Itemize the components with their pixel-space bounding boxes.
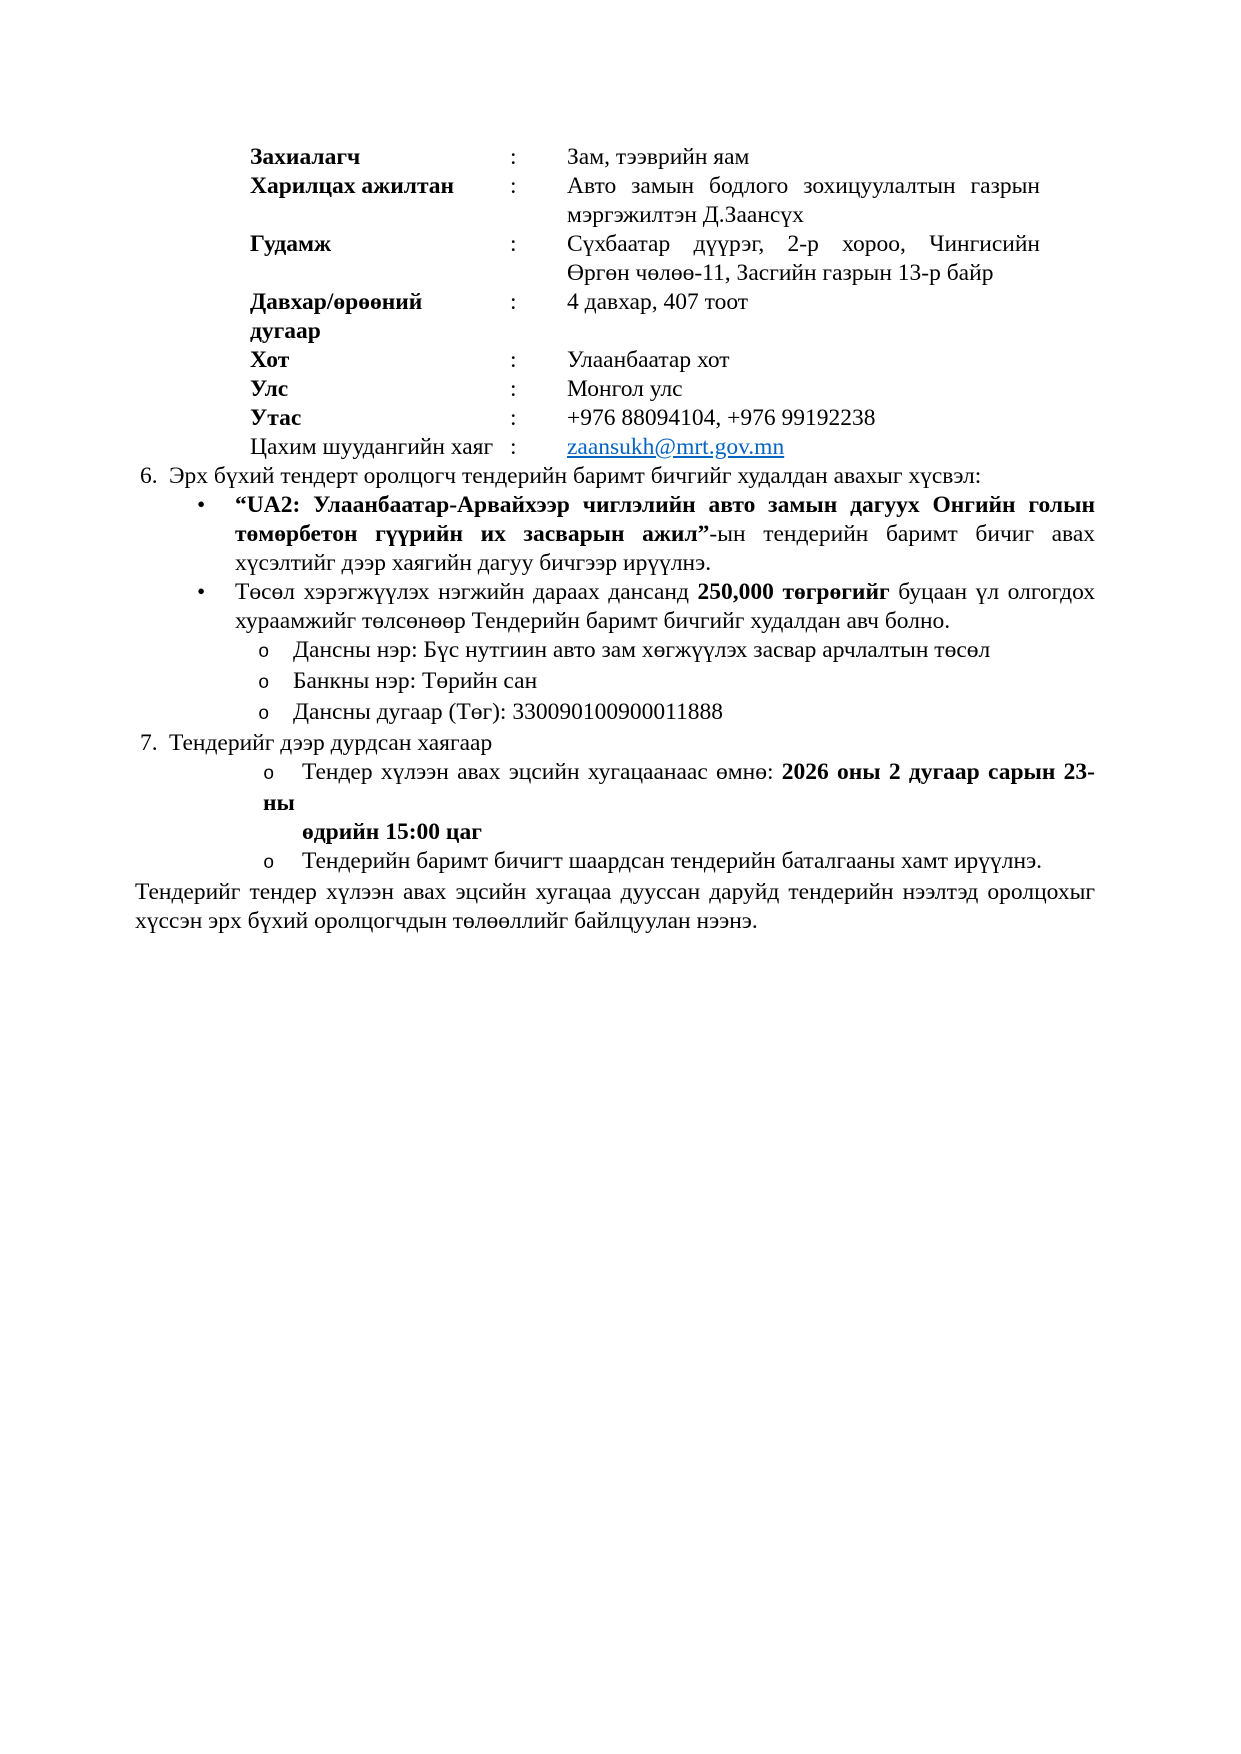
circle-bullet-icon: o	[258, 672, 270, 694]
circle-bullet-icon: o	[258, 703, 270, 725]
bullet-text: Төсөл хэрэгжүүлэх нэгжийн дараах дансанд	[235, 579, 698, 605]
colon-separator: :	[510, 289, 517, 315]
bullet-text: хүсэлтийг дээр хаягийн дагуу бичгээр ирүүлнэ.	[235, 550, 712, 576]
sub-bullet-text: Тендерийн баримт бичигт шаардсан тендерийн баталгааны хамт ирүүлнэ.	[302, 848, 1043, 874]
bullet-line	[197, 491, 1095, 520]
item-text: Эрх бүхий тендерт оролцогч тендерийн баримт бичгийг худалдан авахыг хүсвэл:	[169, 463, 982, 489]
contact-value: Зам, тээврийн яам	[567, 144, 750, 170]
list-item-6-heading	[135, 462, 1095, 491]
colon-separator: :	[510, 405, 517, 431]
sub-bullet-text: Тендер хүлээн авах эцсийн хугацаанаас өмнө:	[302, 759, 782, 785]
list-item-7-heading	[135, 729, 1095, 758]
contact-label: Утас	[250, 405, 302, 431]
list-item-6	[135, 462, 1095, 491]
bullet-item-project-name	[197, 491, 1095, 578]
contact-row-country	[250, 375, 1040, 404]
contact-label-line: дугаар	[250, 318, 321, 344]
bullet-text: -ын тендерийн баримт бичиг авах	[709, 521, 1096, 547]
sub-bullet-text-bold: 2026 оны 2 дугаар сарын 23-ны	[263, 759, 1095, 816]
sub-bullet-text-bold: өдрийн 15:00 цаг	[302, 819, 482, 845]
bullet-item-fee	[197, 578, 1095, 636]
contact-value: Улаанбаатар хот	[567, 347, 730, 373]
sub-bullet-account-name	[258, 636, 1095, 667]
sub-bullet-guarantee	[263, 847, 1095, 878]
sub-bullet-text: Дансны нэр: Бүс нутгиин авто зам хөгжүүлэх засвар арчлалтын төсөл	[293, 637, 991, 663]
bullet-text: буцаан үл олгогдох	[889, 579, 1095, 605]
contact-label-line: Давхар/өрөөний	[250, 289, 423, 315]
email-link[interactable]: zaansukh@mrt.gov.mn	[567, 434, 785, 460]
sub-bullet-text: Дансны дугаар (Төг): 330090100900011888	[293, 699, 723, 725]
closing-paragraph-line: Тендерийг тендер хүлээн авах эцсийн хугацаа дууссан даруйд тендерийн нээлтэд оролцохыг	[135, 879, 1095, 905]
bullet-icon: •	[197, 579, 206, 605]
colon-separator: :	[510, 173, 517, 199]
contact-value-line: Сүхбаатар дүүрэг, 2-р хороо, Чингисийн	[567, 231, 1040, 257]
colon-separator: :	[510, 231, 517, 257]
bullet-line	[197, 607, 1095, 636]
contact-value-line: Авто замын бодлого зохицуулалтын газрын	[567, 173, 1040, 199]
contact-value	[567, 172, 1040, 230]
colon-separator: :	[510, 144, 517, 170]
bullet-text-bold: 250,000 төгрөгийг	[697, 579, 890, 605]
contact-label: Цахим шуудангийн хаяг	[250, 434, 494, 460]
contact-value	[567, 230, 1040, 288]
contact-row-street	[250, 230, 1040, 288]
circle-bullet-icon: o	[263, 763, 275, 785]
contact-row-email	[250, 433, 1040, 462]
contact-row-floor	[250, 288, 1040, 346]
contact-label: Улс	[250, 376, 289, 402]
bullet-text-bold: “UA2: Улаанбаатар-Арвайхээр чиглэлийн авто замын дагуух Онгийн голын	[235, 492, 1095, 518]
circle-bullet-icon: o	[263, 852, 275, 874]
item-text: Тендерийг дээр дурдсан хаягаар	[169, 730, 493, 756]
bullet-icon: •	[197, 492, 206, 518]
colon-separator: :	[510, 434, 517, 460]
bullet-line	[197, 578, 1095, 607]
closing-paragraph	[135, 878, 1095, 936]
contact-label: Харилцах ажилтан	[250, 173, 455, 199]
contact-label: Хот	[250, 347, 290, 373]
contact-value: 4 давхар, 407 тоот	[567, 289, 749, 315]
closing-paragraph-line: хүссэн эрх бүхий оролцогчдын төлөөллийг байлцуулан нээнэ.	[135, 908, 758, 934]
contact-value-line: Өргөн чөлөө-11, Засгийн газрын 13-р байр	[567, 260, 994, 286]
contact-value	[567, 433, 1040, 462]
colon-separator: :	[510, 347, 517, 373]
circle-bullet-icon: o	[258, 641, 270, 663]
sub-bullet-text: Банкны нэр: Төрийн сан	[293, 668, 538, 694]
contact-value-line: мэргэжилтэн Д.Заансүх	[567, 202, 804, 228]
item-number: 7.	[140, 730, 158, 756]
bullet-text: хураамжийг төлсөнөөр Тендерийн баримт бичгийг худалдан авч болно.	[235, 608, 951, 634]
sub-bullet-bank-name	[258, 667, 1095, 698]
contact-table	[250, 143, 1040, 462]
colon-separator: :	[510, 376, 517, 402]
list-item-7	[135, 729, 1095, 758]
bullet-text-bold: төмөрбетон гүүрийн их засварын ажил”	[235, 521, 710, 547]
contact-label: Захиалагч	[250, 144, 361, 170]
contact-label	[250, 288, 510, 346]
contact-row-phone	[250, 404, 1040, 433]
sub-bullet-deadline	[263, 758, 1095, 847]
contact-row-customer	[250, 143, 1040, 172]
bullet-line	[197, 549, 1095, 578]
contact-label: Гудамж	[250, 231, 332, 257]
sub-bullet-account-number	[258, 698, 1095, 729]
contact-row-officer	[250, 172, 1040, 230]
contact-value: Монгол улс	[567, 376, 683, 402]
bullet-line	[197, 520, 1095, 549]
contact-value: +976 88094104, +976 99192238	[567, 405, 876, 431]
item-number: 6.	[140, 463, 158, 489]
contact-row-city	[250, 346, 1040, 375]
